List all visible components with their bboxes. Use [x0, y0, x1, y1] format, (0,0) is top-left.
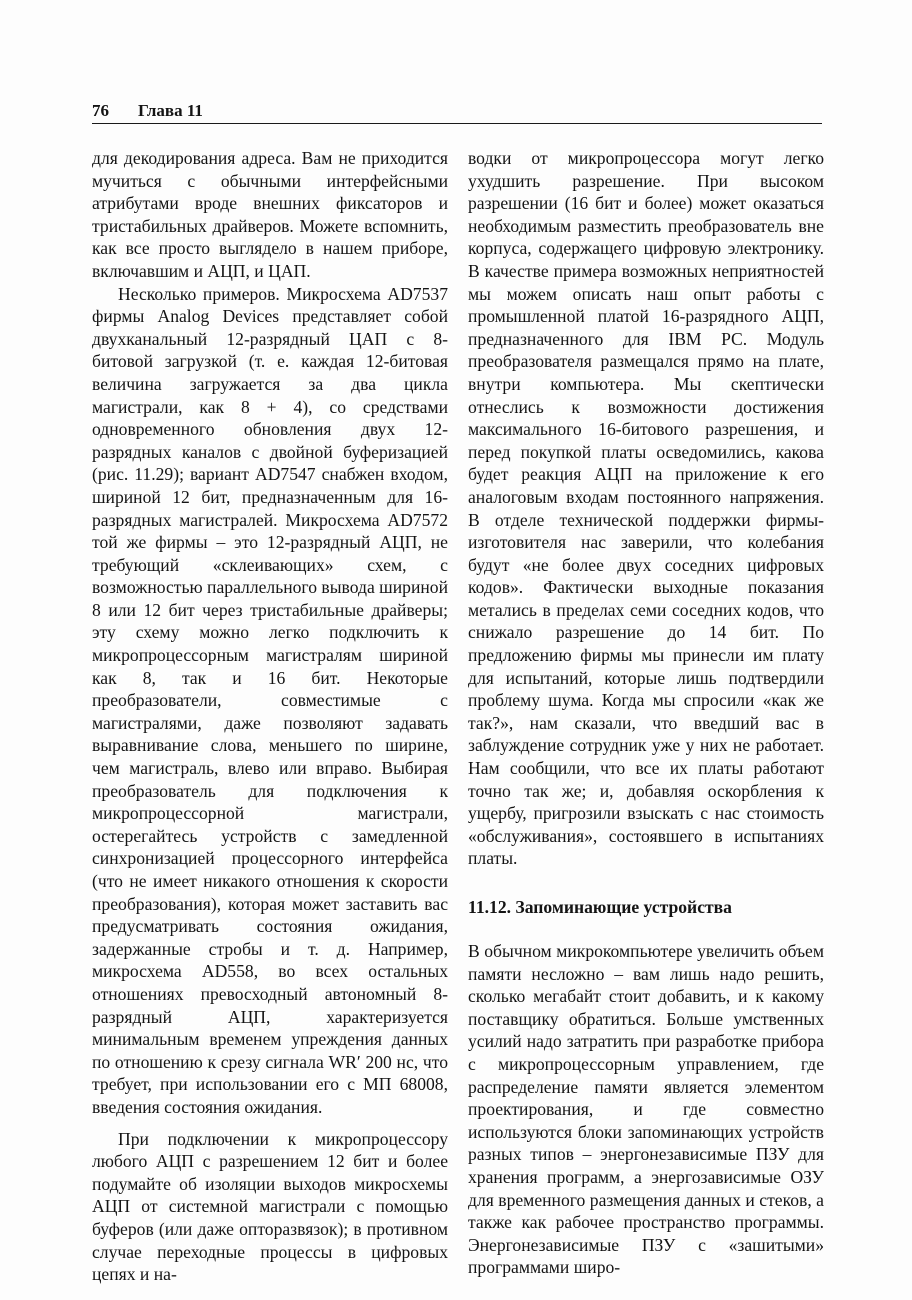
right-column	[468, 147, 824, 1279]
section-heading: 11.12. Запоминающие устройства	[468, 897, 732, 917]
paragraph: для декодирования адреса. Вам не приходится мучиться с обычными интерфейсными атрибутами вроде внешних фиксаторов и тристабильных драйверов. Можете вспомнить, как все просто выглядело в нашем приборе, включавшим и АЦП, и ЦАП.	[92, 148, 448, 281]
header-rule	[92, 123, 822, 124]
running-header	[92, 100, 822, 122]
paragraph: В обычном микрокомпьютере увеличить объем памяти несложно – вам лишь надо решить, сколько мегабайт стоит добавить, и к какому поставщику обратиться. Больше умственных усилий надо затратить при разработке прибора с микропроцессорным управлением, где распределение памяти является элементом проектирования, и где совместно используются блоки запоминающих устройств разных типов – энергонезависимые ПЗУ для хранения программ, а энергозависимые ОЗУ для временного размещения данных и стеков, а также как рабочее пространство программы. Энергонезависимые ПЗУ с «зашитыми» программами широ-	[468, 941, 824, 1278]
paragraph: При подключении к микропроцессору любого АЦП с разрешением 12 бит и более подумайте об изоляции выходов микросхемы АЦП от системной магистрали с помощью буферов (или даже опторазвязок); в противном случае переходные процессы в цифровых цепях и на-	[92, 1128, 448, 1285]
paragraph: Несколько примеров. Микросхема AD7537 фирмы Analog Devices представляет собой двухканальный 12-разрядный ЦАП с 8-битовой загрузкой (т. е. каждая 12-битовая величина загружается за два цикла магистрали, как 8 + 4), со средствами одновременного обновления двух 12-разрядных каналов с двойной буферизацией (рис. 11.29); вариант AD7547 снабжен входом, шириной 12 бит, предназначенным для 16-разрядных магистралей. Микросхема AD7572 той же фирмы – это 12-разрядный АЦП, не требующий «склеивающих» схем, с возможностью параллельного вывода шириной 8 или 12 бит через тристабильные драйверы; эту схему можно легко подключить к микропроцессорным магистралям шириной как 8, так и 16 бит. Некоторые преобразователи, совместимые с магистралями, даже позволяют задавать выравнивание слова, меньшего по ширине, чем магистраль, влево или вправо. Выбирая преобразователь для подключения к микропроцессорной магистрали, остерегайтесь устройств с замедленной синхронизацией процессорного интерфейса (что не имеет никакого отношения к скорости преобразования), которая может заставить вас предусматривать состояния ожидания, задержанные стробы и т. д. Например, микросхема AD558, во всех остальных отношениях превосходный автономный 8-разрядный АЦП, характеризуется минимальным временем упреждения данных по отношению к срезу сигнала WR′ 200 нс, что требует, при использовании его с МП 68008, введения состояния ожидания.	[92, 283, 448, 1117]
chapter-title: Глава 11	[138, 101, 203, 120]
left-column	[92, 147, 448, 1286]
paragraph: водки от микропроцессора могут легко ухудшить разрешение. При высоком разрешении (16 бит и более) может оказаться необходимым разместить преобразователь вне корпуса, содержащего цифровую электронику. В качестве примера возможных неприятностей мы можем описать наш опыт работы с промышленной платой 16-разрядного АЦП, предназначенного для IBM PC. Модуль преобразователя размещался прямо на плате, внутри компьютера. Мы скептически отнеслись к возможности достижения максимального 16-битового разрешения, и перед покупкой платы осведомились, какова будет реакция АЦП на приложение к его аналоговым входам постоянного напряжения. В отделе технической поддержки фирмы-изготовителя нас заверили, что колебания будут «не более двух соседних цифровых кодов». Фактически выходные показания метались в пределах семи соседних кодов, что снижало разрешение до 14 бит. По предложению фирмы мы принесли им плату для испытаний, которые лишь подтвердили проблему шума. Когда мы спросили «как же так?», нам сказали, что введший вас в заблуждение сотрудник уже у них не работает. Нам сообщили, что все их платы работают точно так же; и, добавляя оскорбления к ущербу, пригрозили взыскать с нас стоимость «обслуживания», состоявшего в испытаниях платы.	[468, 148, 824, 869]
page-number: 76	[92, 101, 109, 120]
